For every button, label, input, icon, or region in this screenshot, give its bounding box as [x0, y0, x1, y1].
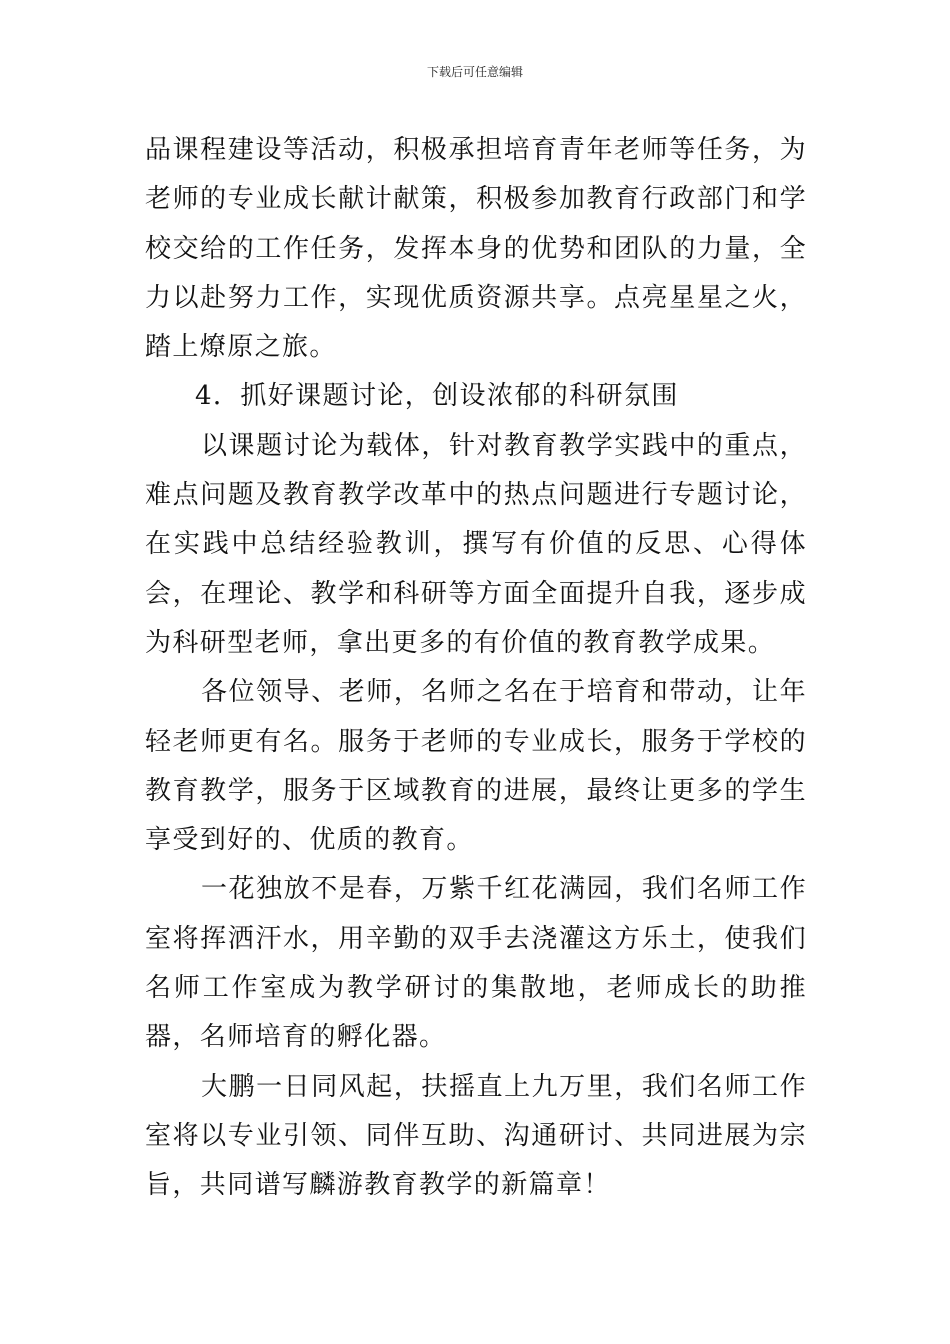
paragraph-spring: 一花独放不是春，万紫千红花满园，我们名师工作室将挥洒汗水，用辛勤的双手去浇灌这方乐土，使我们名师工作室成为教学研讨的集散地，老师成长的助推器，名师培育的孵化器。	[145, 874, 807, 1053]
document-body	[145, 126, 807, 1211]
paragraph-research: 以课题讨论为载体，针对教育教学实践中的重点，难点问题及教育教学改革中的热点问题进行专题讨论，在实践中总结经验教训，撰写有价值的反思、心得体会，在理论、教学和科研等方面全面提升自我，逐步成为科研型老师，拿出更多的有价值的教育教学成果。	[145, 430, 807, 658]
page-header-note: 下载后可任意编辑	[426, 65, 523, 79]
paragraph-continued: 品课程建设等活动，积极承担培育青年老师等任务，为老师的专业成长献计献策，积极参加教育行政部门和学校交给的工作任务，发挥本身的优势和团队的力量，全力以赴努力工作，实现优质资源共享。点亮星星之火，踏上燎原之旅。	[145, 135, 807, 363]
paragraph-address: 各位领导、老师，名师之名在于培育和带动，让年轻老师更有名。服务于老师的专业成长，服务于学校的教育教学，服务于区域教育的进展，最终让更多的学生享受到好的、优质的教育。	[145, 677, 807, 856]
paragraph-closing: 大鹏一日同风起，扶摇直上九万里，我们名师工作室将以专业引领、同伴互助、沟通研讨、共同进展为宗旨，共同谱写麟游教育教学的新篇章！	[145, 1071, 807, 1201]
section-heading-4: 4．抓好课题讨论，创设浓郁的科研氛围	[195, 381, 679, 412]
